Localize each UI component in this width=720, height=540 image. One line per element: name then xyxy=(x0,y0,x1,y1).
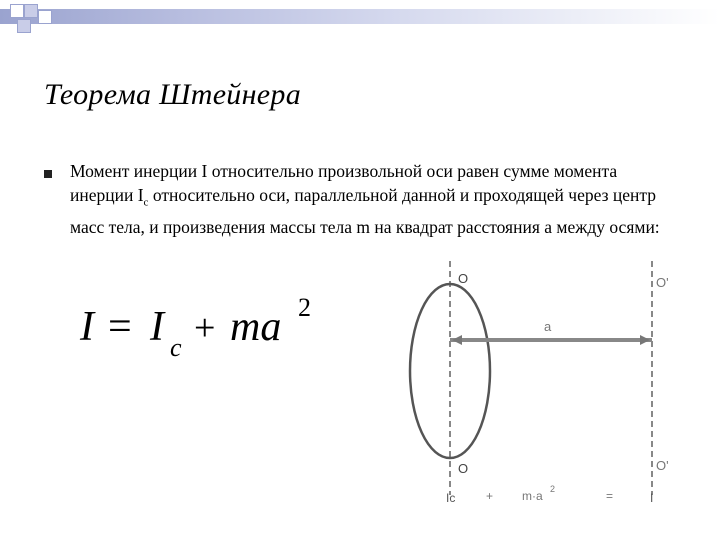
diagram-eq-i: I xyxy=(650,491,654,505)
steiner-diagram xyxy=(400,255,720,540)
bullet-text xyxy=(70,159,670,239)
steiner-formula xyxy=(78,290,338,360)
header-gradient-strip xyxy=(0,9,720,24)
label-a: a xyxy=(544,319,552,334)
decor-square xyxy=(38,10,52,24)
formula-plus: + xyxy=(194,307,216,349)
formula-exponent: 2 xyxy=(298,293,311,322)
diagram-eq-exponent: 2 xyxy=(550,484,556,494)
decor-square xyxy=(24,4,38,18)
formula-equals: = xyxy=(108,304,132,350)
header-decoration xyxy=(0,0,720,40)
slide-title: Теорема Штейнера xyxy=(44,78,302,111)
bullet-text-part1: Момент инерции I относительно произвольной оси равен сумме момента инерции I xyxy=(70,161,618,205)
label-o-prime-bottom: O' xyxy=(656,458,669,473)
label-o-top: O xyxy=(458,271,469,286)
arrow-head-right-icon xyxy=(640,335,650,345)
decor-square xyxy=(10,4,24,18)
diagram-eq-equals: = xyxy=(606,489,614,503)
diagram-eq-ic: Ic xyxy=(446,491,456,505)
formula-ic: I xyxy=(150,304,164,350)
diagram-eq-ma2: m·a xyxy=(522,489,543,503)
formula-ma: ma xyxy=(230,304,282,350)
bullet-text-part2: относительно оси, параллельной данной и проходящей через центр масс тела, и произведения массы тела m на квадрат расстояния а между осями: xyxy=(70,185,660,237)
formula-lhs: I xyxy=(80,304,94,350)
formula-ic-subscript: c xyxy=(170,333,182,360)
diagram-eq-plus: + xyxy=(486,489,494,503)
arrow-head-left-icon xyxy=(452,335,462,345)
decor-square xyxy=(17,19,31,33)
bullet-subscript: c xyxy=(143,196,149,209)
label-o-bottom: O xyxy=(458,461,469,476)
bullet-square-icon xyxy=(44,170,52,178)
label-o-prime-top: O' xyxy=(656,275,669,290)
